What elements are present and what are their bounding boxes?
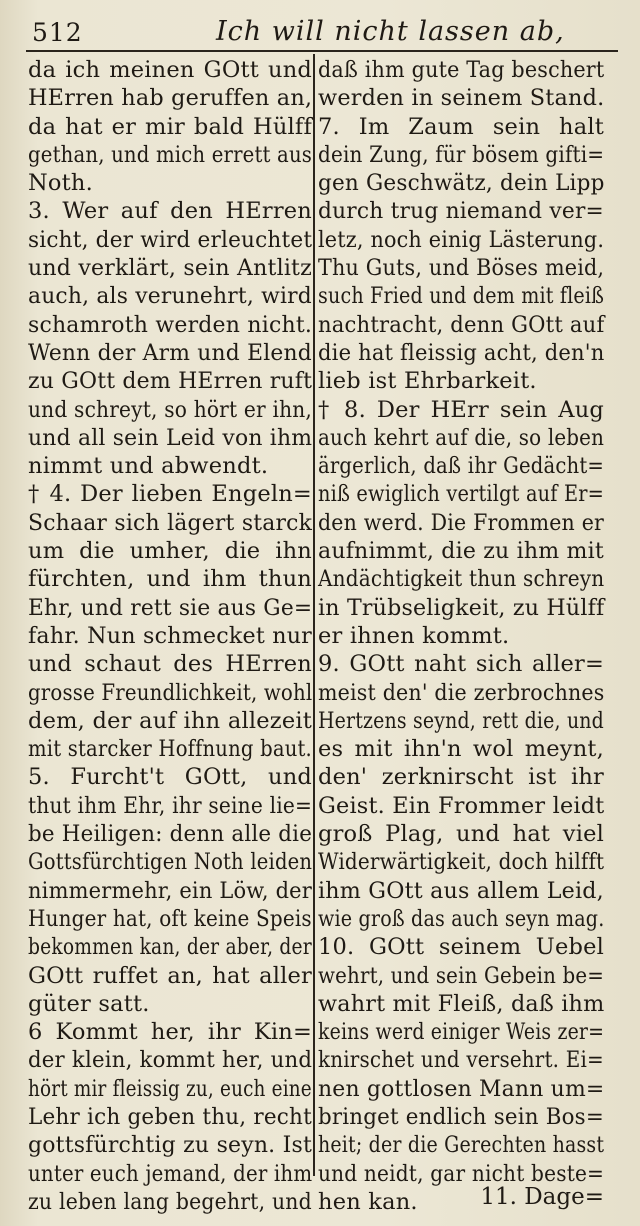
text-line: auch kehrt auf die, so leben — [318, 424, 605, 451]
text-line: niß ewiglich vertilgt auf Er= — [318, 481, 605, 508]
text-line: hört mir fleissig zu, euch eine — [28, 1075, 312, 1102]
catchword: 11. Dage= — [480, 1184, 604, 1210]
text-line: mit starcker Hoffnung baut. — [28, 736, 312, 763]
text-line: und all sein Leid von ihm — [28, 424, 313, 451]
text-line: lieb ist Ehrbarkeit. — [318, 368, 537, 395]
text-line: Thu Guts, und Böses meid, — [318, 255, 605, 282]
text-line: Wenn der Arm und Elend — [28, 339, 312, 366]
text-line: keins werd einiger Weis zer= — [318, 1019, 605, 1046]
text-line: 9. GOtt naht sich aller= — [318, 651, 604, 678]
text-line: HErren hab geruffen an, — [28, 85, 313, 112]
text-line: Lehr ich geben thu, recht — [28, 1103, 312, 1130]
text-line: 10. GOtt seinem Uebel — [318, 934, 604, 961]
text-line: ärgerlich, daß ihr Gedächt= — [318, 453, 605, 480]
text-line: nimmt und abwendt. — [28, 453, 269, 480]
text-line: gen Geschwätz, dein Lipp — [318, 170, 605, 197]
text-line: 7. Im Zaum sein halt — [318, 113, 604, 140]
text-line: da hat er mir bald Hülff — [28, 113, 312, 140]
text-line: unter euch jemand, der ihm — [28, 1160, 313, 1187]
text-line: güter satt. — [28, 990, 150, 1017]
text-line: in Trübseligkeit, zu Hülff — [318, 594, 605, 621]
text-line: ihm GOtt aus allem Leid, — [318, 877, 604, 904]
text-line: dem, der auf ihn allezeit — [28, 707, 312, 734]
text-line: werden in seinem Stand. — [318, 85, 605, 112]
text-line: um die umher, die ihn — [28, 538, 312, 565]
text-line: wahrt mit Fleiß, daß ihm — [318, 990, 605, 1017]
text-line: zu leben lang begehrt, und — [28, 1188, 312, 1215]
text-line: Ehr, und rett sie aus Ge= — [28, 594, 313, 621]
text-line: und verklärt, sein Antlitz — [28, 255, 312, 282]
running-title: Ich will nicht lassen ab, — [216, 16, 565, 47]
page-number: 512 — [32, 18, 83, 47]
text-line: 5. Furcht't GOtt, und — [28, 764, 312, 791]
text-line: GOtt ruffet an, hat aller — [28, 962, 312, 989]
text-line: 3. Wer auf den HErren — [28, 198, 312, 225]
text-line: knirschet und versehrt. Ei= — [318, 1047, 604, 1074]
text-line: und schaut des HErren — [28, 651, 312, 678]
text-line: es mit ihn'n wol meynt, — [318, 736, 604, 763]
text-line: nimmermehr, ein Löw, der — [28, 877, 312, 904]
text-line: groß Plag, und hat viel — [318, 821, 604, 848]
text-line: Hunger hat, oft keine Speis — [28, 905, 312, 932]
text-line: gottsfürchtig zu seyn. Ist — [28, 1132, 313, 1159]
page-header — [26, 14, 618, 52]
text-line: nachtracht, denn GOtt auf — [318, 311, 605, 338]
text-line: den' zerknirscht ist ihr — [318, 764, 604, 791]
text-line: der klein, kommt her, und — [28, 1047, 313, 1074]
text-line: Schaar sich lägert starck — [28, 509, 313, 536]
text-line: Geist. Ein Frommer leidt — [318, 792, 605, 819]
text-line: nen gottlosen Mann um= — [318, 1075, 605, 1102]
text-line: und neidt, gar nicht beste= — [318, 1160, 605, 1187]
text-line: wehrt, und sein Gebein be= — [318, 962, 605, 989]
text-line: er ihnen kommt. — [318, 622, 510, 649]
text-line: gethan, und mich errett aus — [28, 141, 313, 168]
text-line: heit; der die Gerechten hasst — [318, 1132, 605, 1159]
text-line: bringet endlich sein Bos= — [318, 1103, 604, 1130]
text-line: such Fried und dem mit fleiß — [318, 283, 605, 310]
text-line: meist den' die zerbrochnes — [318, 679, 605, 706]
text-line: fahr. Nun schmecket nur — [28, 622, 312, 649]
text-line: sicht, der wird erleuchtet — [28, 226, 313, 253]
column-divider — [313, 54, 315, 1176]
text-line: hen kan. — [318, 1188, 418, 1215]
text-line: durch trug niemand ver= — [318, 198, 604, 225]
text-line: da ich meinen GOtt und — [28, 57, 312, 83]
text-line: thut ihm Ehr, ihr seine lie= — [28, 792, 313, 819]
text-line: Hertzens seynd, rett die, und — [318, 707, 604, 734]
text-line: die hat fleissig acht, den'n — [318, 339, 605, 366]
text-line: † 8. Der HErr sein Aug — [318, 396, 604, 423]
text-line: Noth. — [28, 170, 93, 197]
text-line: daß ihm gute Tag beschert — [318, 57, 605, 83]
text-line: wie groß das auch seyn mag. — [318, 905, 605, 932]
text-line: schamroth werden nicht. — [28, 311, 313, 338]
text-line: Gottsfürchtigen Noth leiden — [28, 849, 313, 876]
text-line: dein Zung, für bösem gifti= — [318, 141, 605, 168]
text-line: be Heiligen: denn alle die — [28, 821, 313, 848]
text-line: fürchten, und ihm thun — [28, 566, 312, 593]
text-line: † 4. Der lieben Engeln= — [28, 481, 312, 508]
text-line: letz, noch einig Lästerung. — [318, 226, 605, 253]
left-text-column — [28, 56, 312, 1216]
text-line: zu GOtt dem HErren ruft — [28, 368, 313, 395]
text-line: den werd. Die Frommen er — [318, 509, 605, 536]
text-line: auch, als verunehrt, wird — [28, 283, 312, 310]
text-line: Andächtigkeit thun schreyn — [318, 566, 605, 593]
text-line: 6 Kommt her, ihr Kin= — [28, 1019, 312, 1046]
text-line: aufnimmt, die zu ihm mit — [318, 538, 604, 565]
text-line: Widerwärtigkeit, doch hilfft — [318, 849, 605, 876]
text-line: und schreyt, so hört er ihn, — [28, 396, 313, 423]
right-text-column — [318, 56, 604, 1216]
text-line: bekommen kan, der aber, der — [28, 934, 312, 961]
text-line: grosse Freundlichkeit, wohl — [28, 679, 313, 706]
